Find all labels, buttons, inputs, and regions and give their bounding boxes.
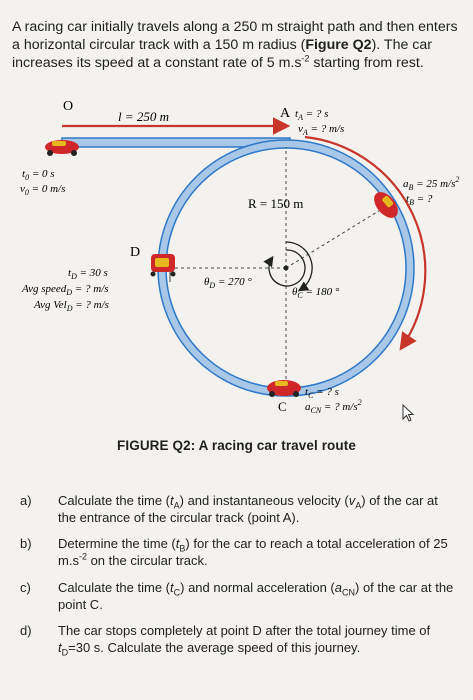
intro-exponent: -2 (301, 53, 310, 64)
question-text: Determine the time $(t_B)$ for the car to reach a total acceleration of 25 $m.s^{-2}$ on the circular track. (58, 536, 448, 569)
label-length: l = 250 m (118, 109, 170, 124)
mouse-cursor-icon (402, 404, 416, 422)
question-text: Calculate the time $(t_A)$ and instantaneous velocity $(v_A)$ of the car at the entrance of the circular track (point A). (58, 493, 438, 526)
question-a (14, 492, 454, 526)
label-avg-vel: Avg Vel$_D$ = ? m/s (34, 299, 109, 313)
question-d (14, 622, 454, 656)
label-acn: $a_{CN}$ = ? $m/s^2$ (305, 398, 362, 415)
label-tb: $t_B$ = ? (406, 193, 433, 207)
label-tc: $t_C$ = ? s (305, 386, 339, 400)
intro-text-1: A racing car initially travels along a 250 m straight path and then enters a horizontal circular track with a 150 m radius ( (12, 19, 458, 54)
intro-text-2: ). The car increases its speed at a constant rate of 5 m.s (12, 37, 433, 72)
intro-text-3: starting from rest. (309, 55, 424, 72)
label-v0: $v_0 = 0$ m/s (20, 183, 66, 197)
car-start-icon (45, 140, 79, 156)
question-text: The car stops completely at point D after the total journey time of $t_D=30$ s. Calculate the average speed of this journey. (58, 622, 431, 658)
question-b (14, 535, 454, 569)
question-letter: d) (20, 622, 32, 638)
label-radius: R = 150 m (248, 196, 304, 211)
label-avg-speed: Avg speed$_D$ = ? m/s (22, 283, 109, 297)
label-d: D (130, 245, 141, 260)
label-c: C (278, 399, 287, 414)
figure-reference: Figure Q2 (305, 37, 372, 54)
center-point (284, 266, 289, 271)
label-ab: $a_B = 25$ $m/s^2$ (403, 175, 460, 192)
question-c (14, 579, 454, 613)
problem-intro (12, 18, 467, 73)
question-list (14, 492, 454, 665)
label-a: A (280, 106, 291, 121)
question-text: Calculate the time $(t_C)$ and normal acceleration $(a_{CN})$ of the car at the point C. (58, 579, 454, 612)
question-letter: c) (20, 579, 31, 595)
label-va: $v_A$ = ? m/s (298, 123, 345, 137)
car-c-icon (267, 380, 301, 397)
angle-arc-c (286, 242, 312, 290)
label-ta: $t_A$ = ? s (295, 108, 329, 122)
question-letter: a) (20, 493, 32, 508)
label-theta-c: $\theta_C = 180$ ° (292, 286, 340, 300)
question-letter: b) (20, 536, 32, 552)
label-theta-d: $\theta_D = 270$ ° (204, 276, 252, 290)
figure-caption: FIGURE Q2: A racing car travel route (117, 438, 356, 453)
label-td: $t_D = 30$ s (68, 267, 108, 281)
label-t0: $t_0 = 0$ s (22, 168, 55, 182)
label-o: O (63, 99, 74, 114)
